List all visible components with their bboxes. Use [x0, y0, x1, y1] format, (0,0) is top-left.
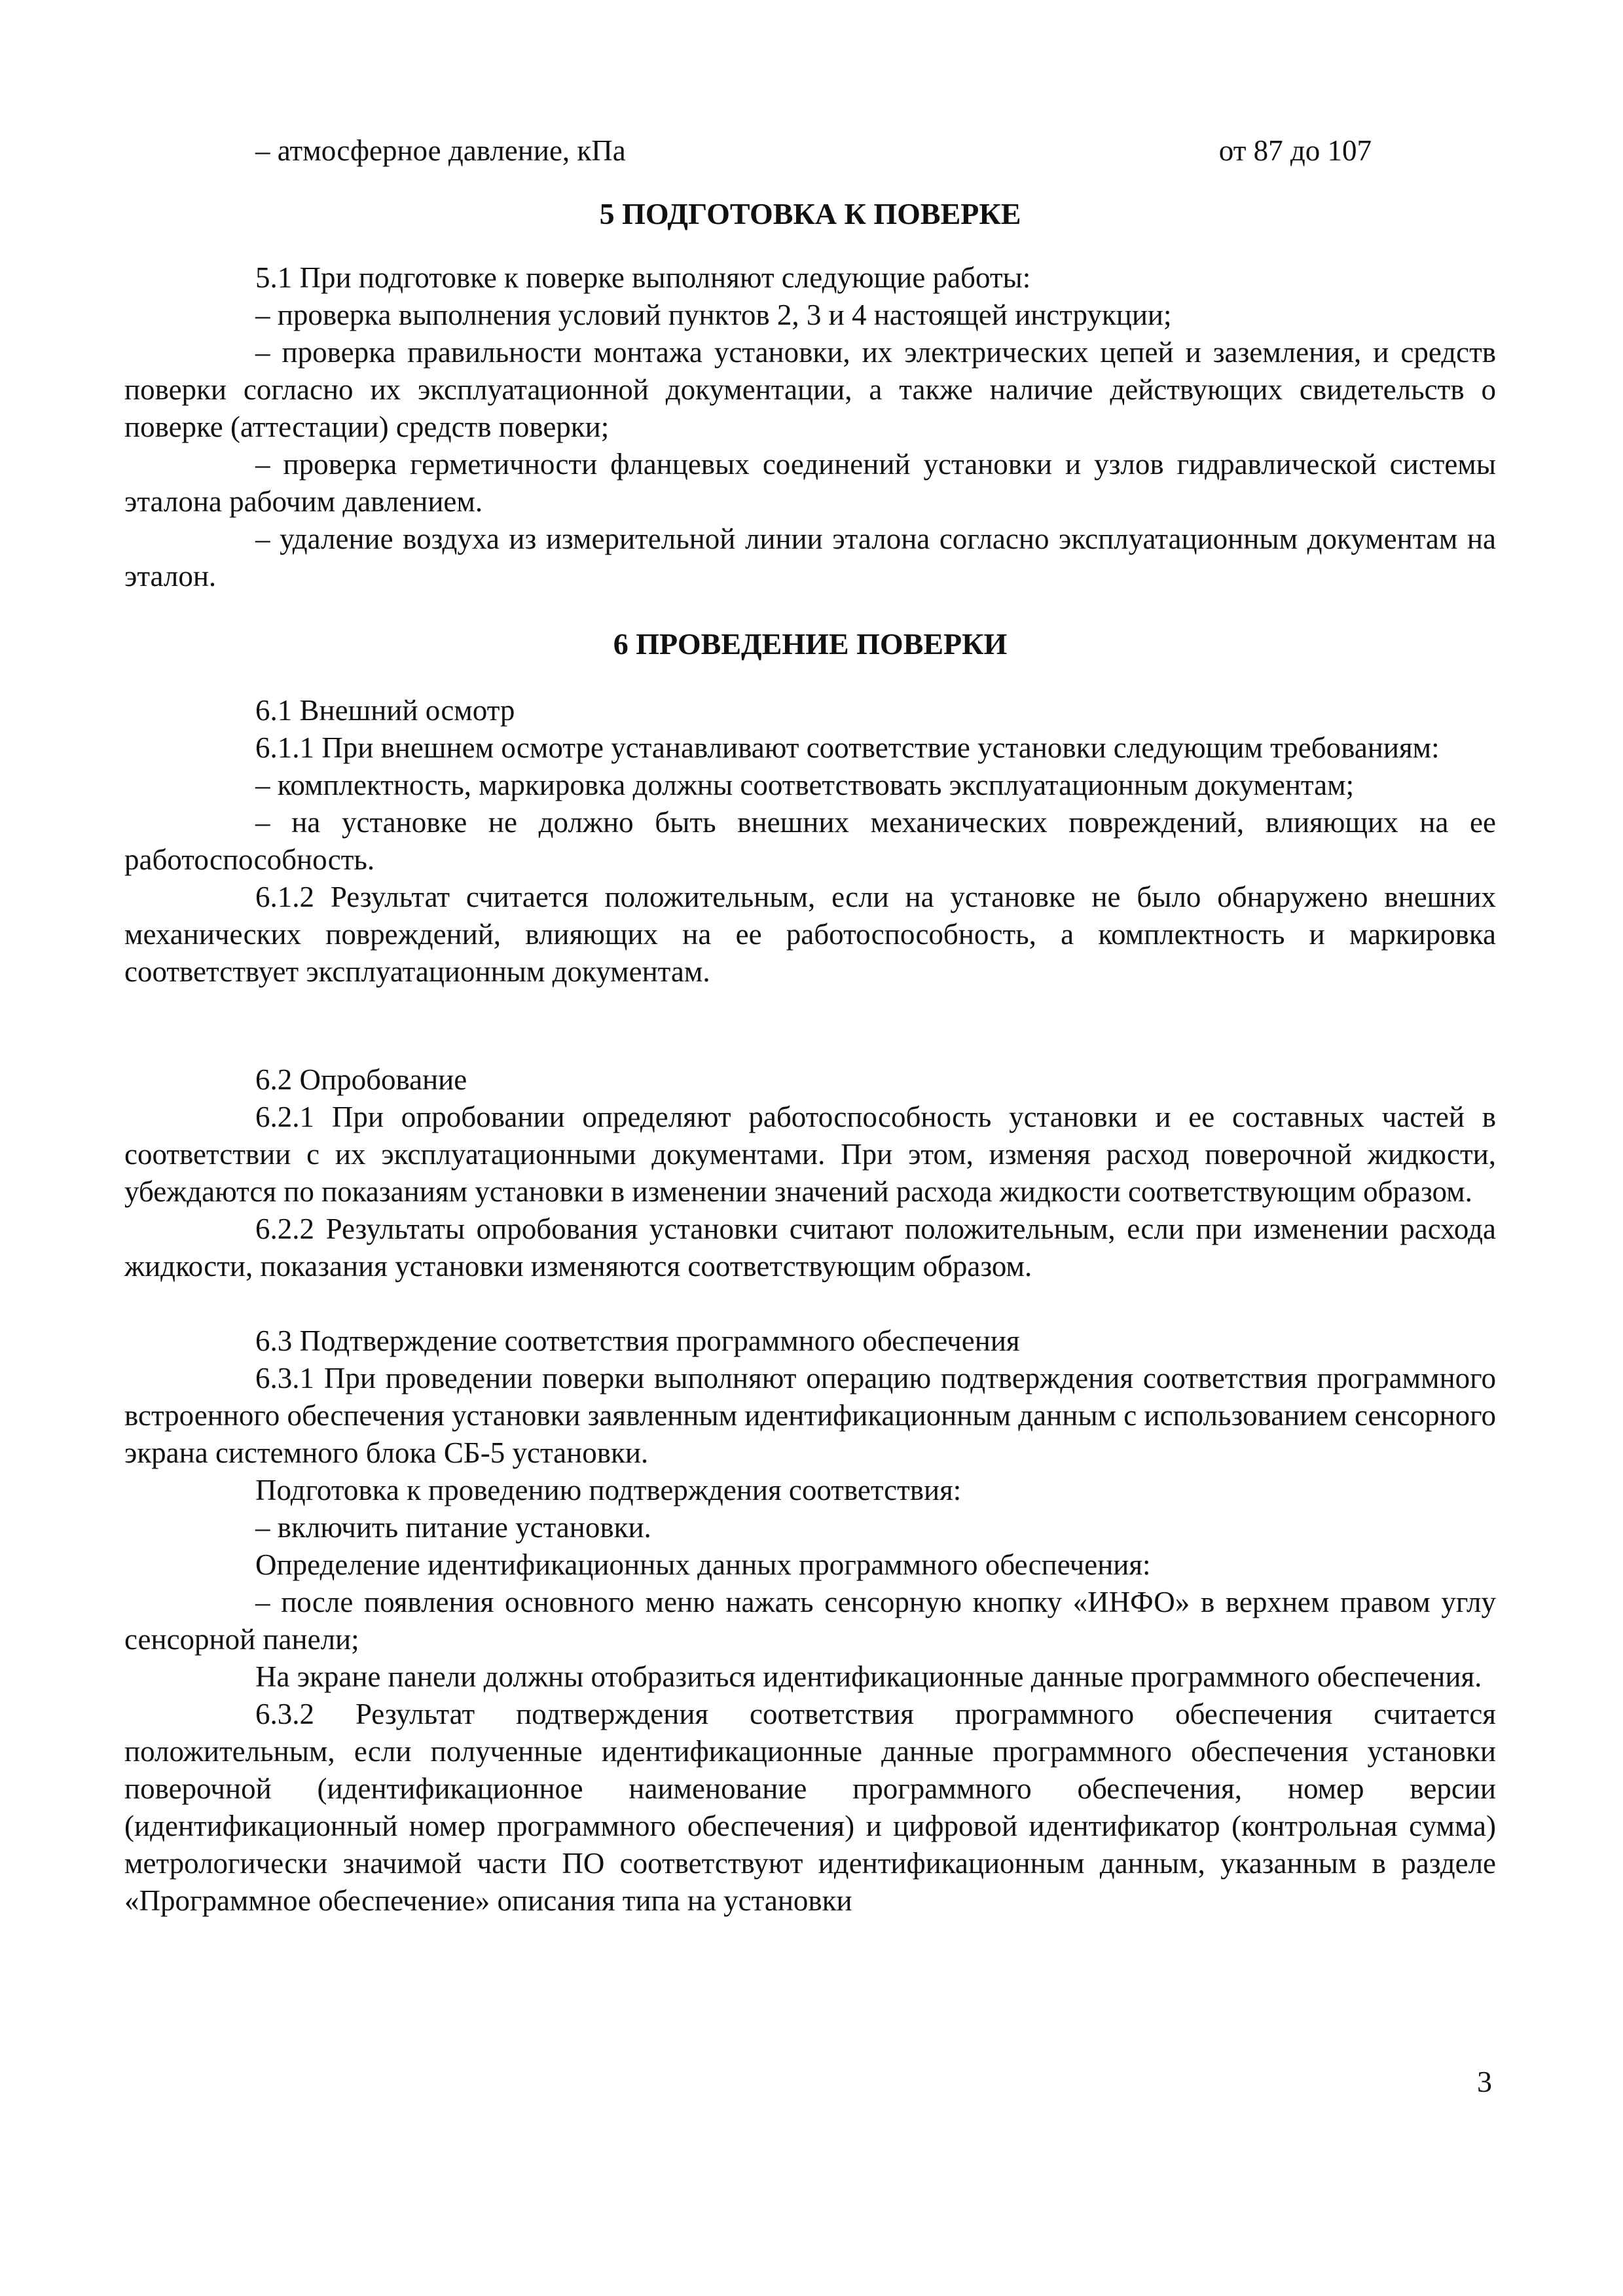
paragraph-5-1-item-2: – проверка правильности монтажа установки, их электрических цепей и заземления, и средств поверки согласно их эксплуатационной документации, а также наличие действующих свидетельств о поверке (аттестации) средств поверки; — [124, 336, 1496, 443]
paragraph-6-1-1-item-1: – комплектность, маркировка должны соответствовать эксплуатационным документам; — [255, 769, 1355, 801]
paragraph-6-3-1-menu: – после появления основного меню нажать сенсорную кнопку «ИНФО» в верхнем правом углу сенсорной панели; — [124, 1586, 1496, 1656]
pressure-label: – атмосферное давление, кПа — [255, 134, 626, 167]
paragraph-6-3-1: 6.3.1 При проведении поверки выполняют операцию подтверждения соответствия программного встроенного обеспечения установки заявленным идентификационным данным с использованием сенсорного экрана системного блока СБ-5 установки. — [124, 1362, 1496, 1469]
spacer — [124, 1285, 1496, 1322]
paragraph-5-1-item-4: – удаление воздуха из измерительной линии эталона согласно эксплуатационным документам на эталон. — [124, 522, 1496, 592]
paragraph-6-2-2: 6.2.2 Результаты опробования установки считают положительным, если при изменении расхода жидкости, показания установки изменяются соответствующим образом. — [124, 1212, 1496, 1283]
pressure-range: от 87 до 107 — [1218, 134, 1372, 167]
paragraph-6-2-1: 6.2.1 При опробовании определяют работоспособность установки и ее составных частей в соответствии с их эксплуатационными документами. При этом, изменяя расход поверочной жидкости, убеждаются по показаниям установки в изменении значений расхода жидкости соответствующим образом. — [124, 1101, 1496, 1208]
paragraph-6-3-1-power: – включить питание установки. — [255, 1511, 651, 1544]
page-number: 3 — [1477, 2065, 1492, 2098]
paragraph-5-1: 5.1 При подготовке к поверке выполняют следующие работы: — [255, 261, 1031, 294]
paragraph-6-1-1: 6.1.1 При внешнем осмотре устанавливают соответствие установки следующим требованиям: — [255, 731, 1440, 764]
spacer — [124, 991, 1496, 1061]
page-content — [124, 124, 1496, 1920]
paragraph-6-3-2: 6.3.2 Результат подтверждения соответствия программного обеспечения считается положительным, если полученные идентификационные данные программного обеспечения установки поверочной (идентификационное наименование программного обеспечения, номер версии (идентификационный номер программного обеспечения) и цифровой идентификатор (контрольная сумма) метрологически значимой части ПО соответствуют идентификационным данным, указанным в разделе «Программное обеспечение» описания типа на установки — [124, 1698, 1496, 1917]
paragraph-6-3-1-ident: Определение идентификационных данных программного обеспечения: — [255, 1548, 1151, 1581]
paragraph-6-1-1-item-2: – на установке не должно быть внешних механических повреждений, влияющих на ее работоспособность. — [124, 806, 1496, 876]
paragraph-6-3-1-screen: На экране панели должны отобразиться идентификационные данные программного обеспечения. — [255, 1660, 1482, 1693]
paragraph-5-1-item-1: – проверка выполнения условий пунктов 2, 3 и 4 настоящей инструкции; — [255, 299, 1172, 331]
subsection-6-2-title: 6.2 Опробование — [255, 1063, 467, 1096]
pressure-condition-row — [124, 124, 1496, 177]
paragraph-6-1-2: 6.1.2 Результат считается положительным, если на установке не было обнаружено внешних механических повреждений, влияющих на ее работоспособность, а комплектность и маркировка соответствует эксплуатационным документам. — [124, 881, 1496, 988]
section-5-title: 5 ПОДГОТОВКА К ПОВЕРКЕ — [599, 197, 1021, 230]
paragraph-6-3-1-prep: Подготовка к проведению подтверждения соответствия: — [255, 1474, 962, 1506]
paragraph-5-1-item-3: – проверка герметичности фланцевых соединений установки и узлов гидравлической системы эталона рабочим давлением. — [124, 448, 1496, 518]
section-6-title: 6 ПРОВЕДЕНИЕ ПОВЕРКИ — [613, 627, 1008, 661]
subsection-6-3-title: 6.3 Подтверждение соответствия программного обеспечения — [255, 1324, 1020, 1357]
subsection-6-1-title: 6.1 Внешний осмотр — [255, 694, 515, 727]
